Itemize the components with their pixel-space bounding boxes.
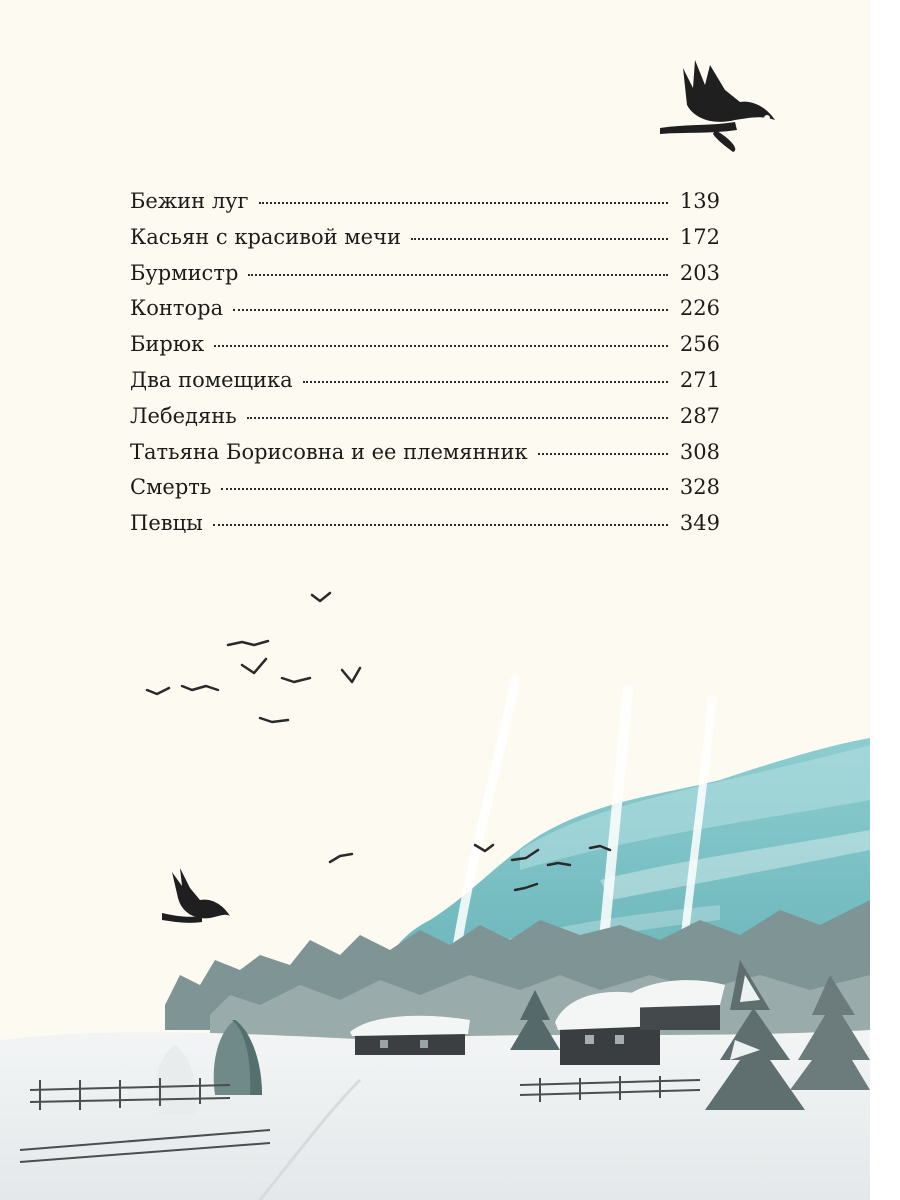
toc-entry-page: 349 (679, 511, 720, 536)
toc-entry-page: 172 (679, 224, 720, 249)
toc-entry-page: 308 (679, 439, 720, 464)
toc-entry-title: Бежин луг (130, 189, 249, 213)
toc-entry-page: 139 (679, 189, 720, 213)
toc-entry-page: 256 (679, 332, 720, 357)
magpie-icon (162, 868, 230, 923)
toc-entry-title: Певцы (130, 511, 203, 536)
magpie-icon (660, 60, 775, 152)
toc-entry-title: Контора (130, 296, 224, 321)
toc-entry-page: 271 (679, 367, 720, 392)
toc-entry-page: 203 (679, 260, 720, 285)
toc-entry-title: Касьян с красивой мечи (130, 224, 401, 249)
toc-entry-page: 287 (679, 403, 720, 428)
toc-entry-title: Лебедянь (130, 403, 237, 428)
toc-entry-page: 226 (679, 296, 720, 321)
toc-entry-page: 328 (679, 475, 720, 500)
toc-entry-title: Смерть (130, 475, 212, 500)
toc-entry-title: Бирюк (130, 332, 205, 357)
toc-entry-title: Татьяна Борисовна и ее племянник (130, 439, 528, 464)
toc-entry-title: Два помещика (130, 367, 293, 392)
toc-entry-title: Бурмистр (130, 260, 239, 285)
